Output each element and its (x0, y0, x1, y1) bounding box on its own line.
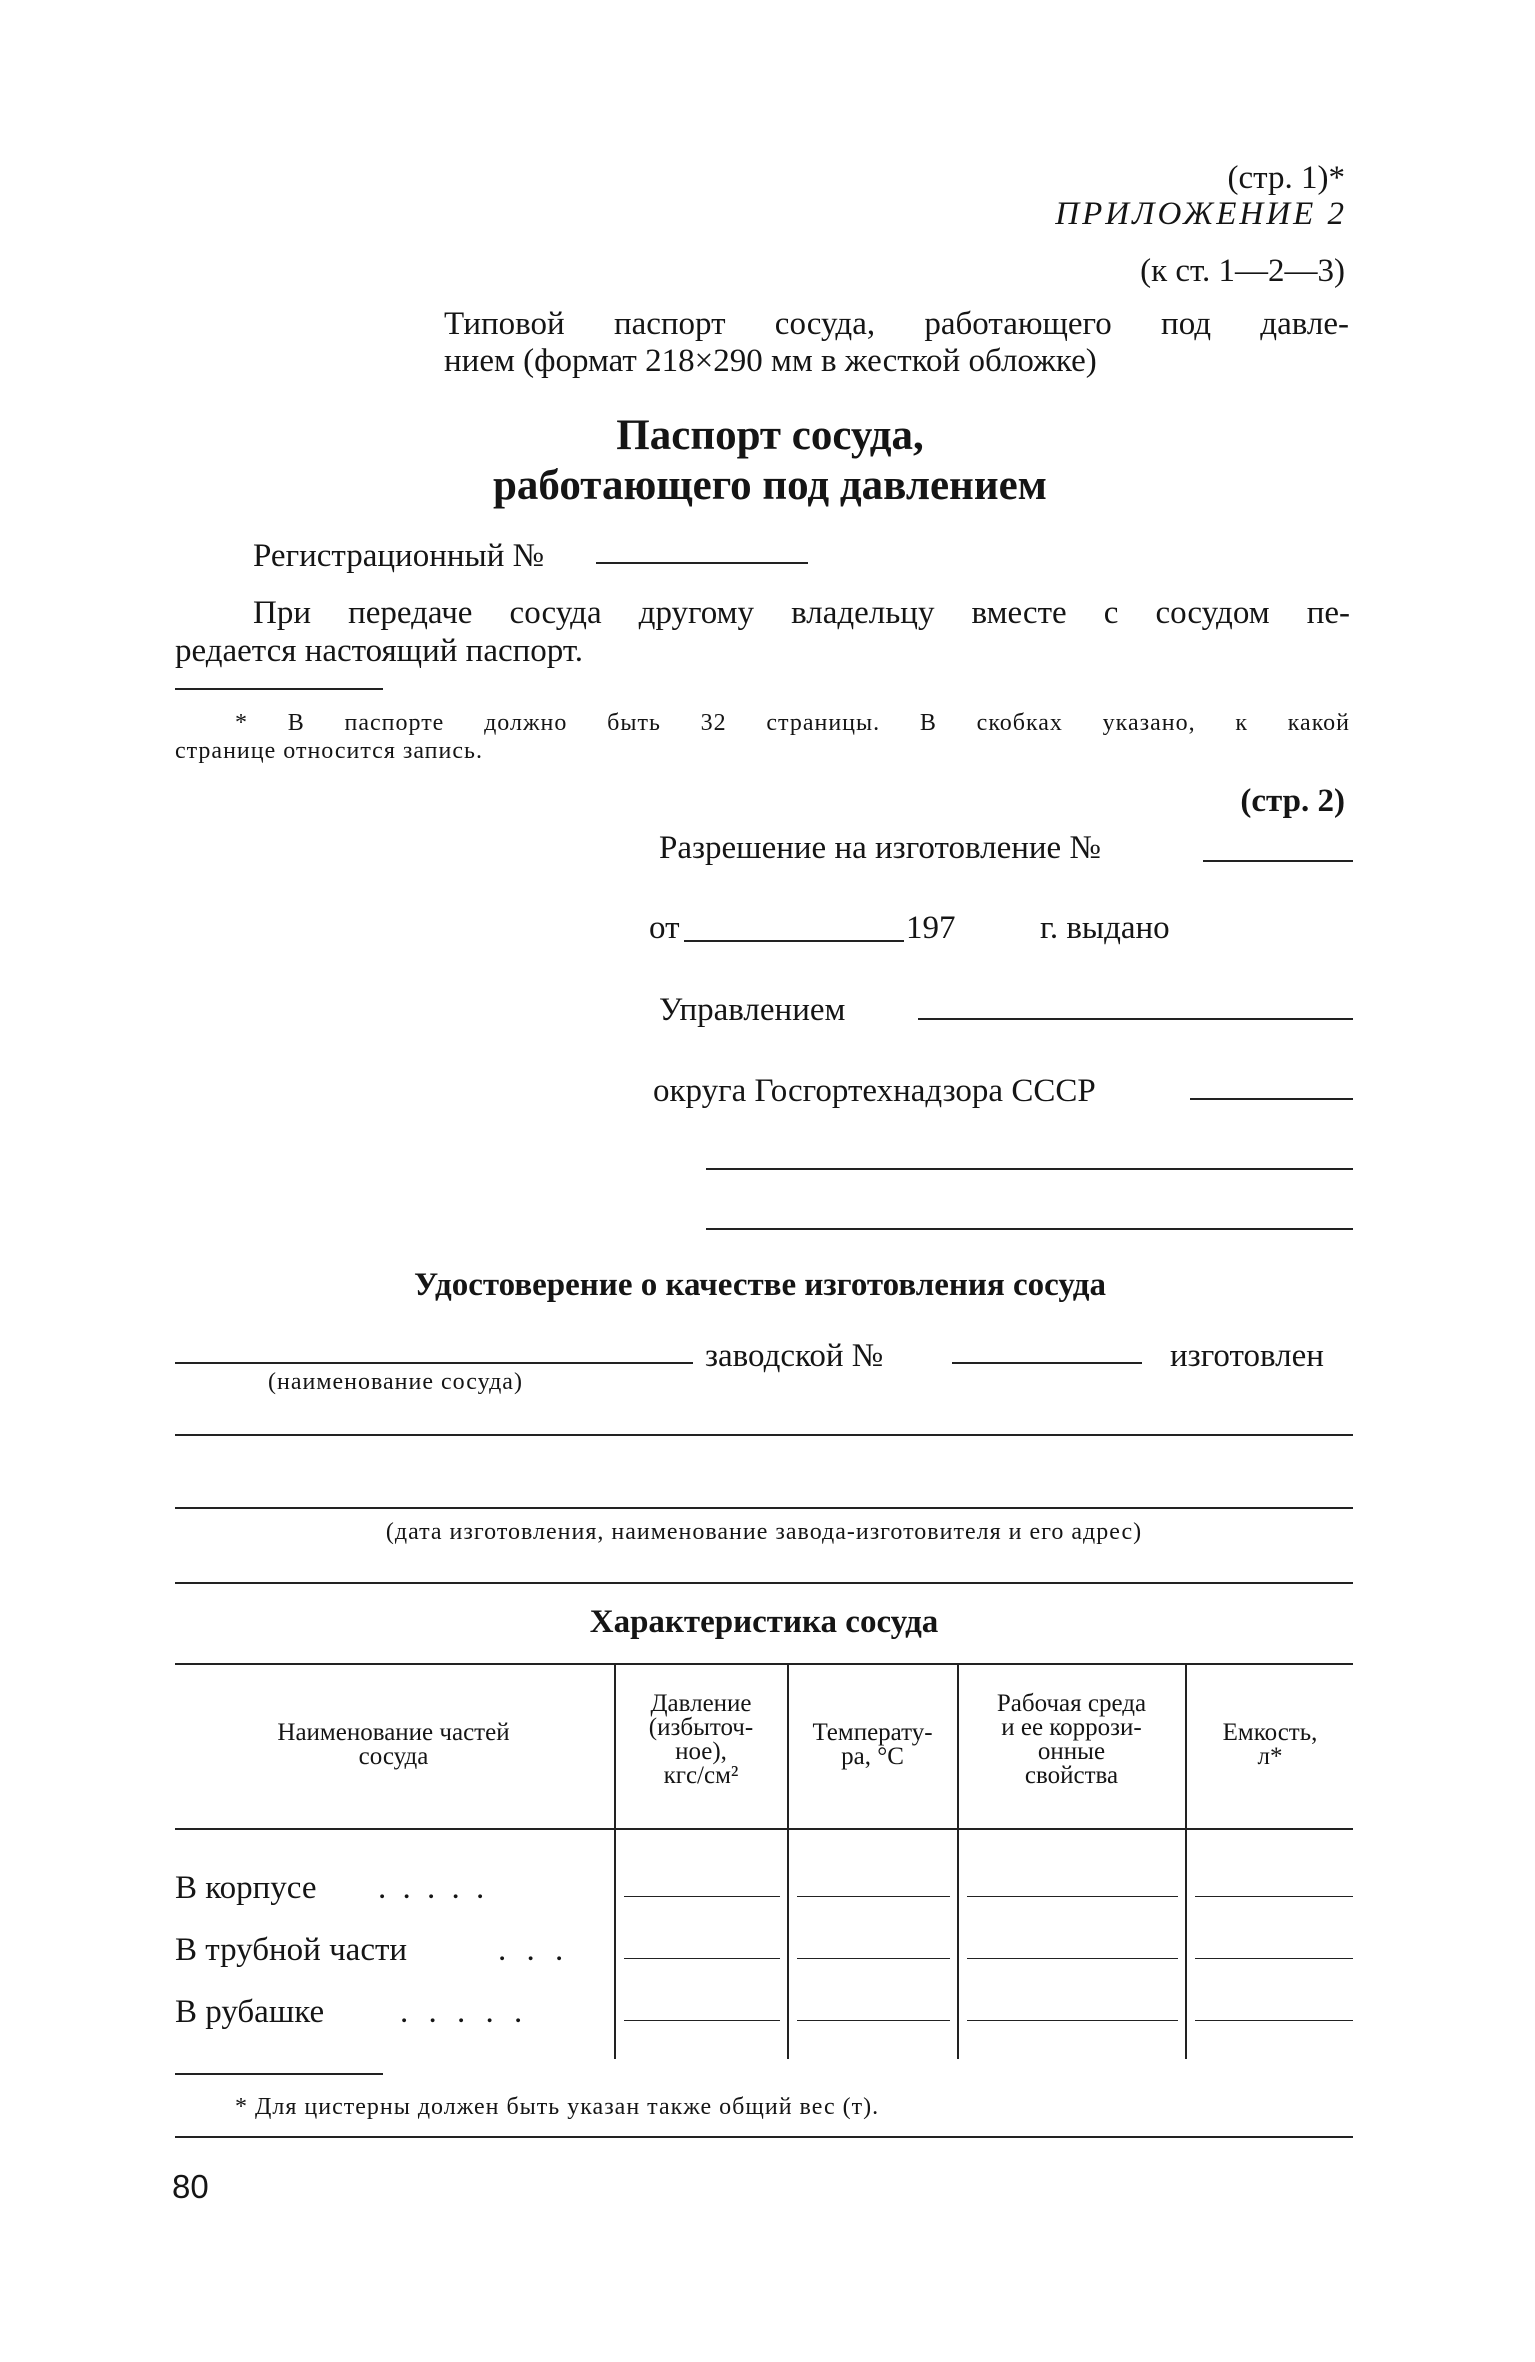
from-label: от (649, 910, 680, 946)
appendix-label: ПРИЛОЖЕНИЕ 2 (1055, 196, 1347, 232)
footnote-line-2: странице относится запись. (175, 738, 483, 764)
manufacture-line-3[interactable] (175, 1582, 1353, 1584)
table-top-rule (175, 1663, 1353, 1665)
table-row-label-jacket: В рубашке (175, 1994, 325, 2030)
district-field[interactable] (1190, 1098, 1353, 1100)
table-header-part-name: Наименование частей сосуда (277, 1719, 510, 1770)
manufacture-line-2[interactable] (175, 1507, 1353, 1509)
transfer-text-line-2: редается настоящий паспорт. (175, 633, 584, 669)
table-cell-field[interactable] (1195, 2020, 1353, 2021)
page-tag: (стр. 1)* (1227, 160, 1345, 196)
table-cell-field[interactable] (1195, 1958, 1353, 1959)
table-cell-field[interactable] (967, 2020, 1178, 2021)
authority-field[interactable] (918, 1018, 1353, 1020)
table-header-capacity: Емкость, л* (1222, 1719, 1318, 1770)
document-title-line-1: Паспорт сосуда, (616, 412, 924, 459)
document-title-line-2: работающего под давлением (493, 462, 1047, 509)
table-row-label-tube: В трубной части (175, 1932, 408, 1968)
section-reference: (к ст. 1—2—3) (1140, 253, 1345, 289)
table-header-temperature: Температу- ра, °С (812, 1719, 933, 1770)
table-row-label-body: В корпусе (175, 1870, 317, 1906)
permit-number-field[interactable] (1203, 860, 1353, 862)
footnote-2: * Для цистерны должен быть указан также общий вес (т). (235, 2094, 880, 2120)
year-label: 197 (906, 910, 956, 946)
manufacture-line-1[interactable] (175, 1434, 1353, 1436)
table-cell-field[interactable] (967, 1958, 1178, 1959)
table-header-rule (175, 1828, 1353, 1830)
transfer-text-line-1: При передаче сосуда другому владельцу вместе с сосудом пе- (253, 595, 1350, 631)
factory-number-label: заводской № (705, 1338, 884, 1374)
table-cell-field[interactable] (797, 2020, 950, 2021)
factory-number-field[interactable] (952, 1362, 1142, 1364)
table-cell-field[interactable] (624, 2020, 780, 2021)
vessel-name-caption: (наименование сосуда) (268, 1369, 523, 1395)
page-tag-2: (стр. 2) (1240, 783, 1345, 819)
date-caption: (дата изготовления, наименование завода-изготовителя и его адрес) (385, 1519, 1143, 1545)
authority-label: Управлением (659, 992, 846, 1028)
table-cell-field[interactable] (797, 1958, 950, 1959)
page-number: 80 (172, 2168, 209, 2205)
registration-number-field[interactable] (596, 562, 808, 564)
registration-label: Регистрационный № (253, 538, 545, 574)
table-header-pressure: Давление (избыточ- ное), кгс/см² (648, 1690, 754, 1789)
district-label: округа Госгортехнадзора СССР (653, 1073, 1096, 1109)
characteristics-title: Характеристика сосуда (589, 1604, 939, 1640)
table-cell-field[interactable] (1195, 1896, 1353, 1897)
table-row-leader-dots: . . . (498, 1932, 570, 1968)
table-header-medium: Рабочая среда и ее коррози- онные свойства (996, 1690, 1147, 1789)
permit-label: Разрешение на изготовление № (659, 830, 1101, 866)
footnote-divider-2 (175, 2073, 383, 2075)
intro-line-2: нием (формат 218×290 мм в жесткой обложке) (444, 343, 1097, 379)
issued-label: г. выдано (1040, 910, 1170, 946)
table-cell-field[interactable] (797, 1896, 950, 1897)
table-cell-field[interactable] (624, 1896, 780, 1897)
blank-line-1[interactable] (706, 1168, 1353, 1170)
certificate-title: Удостоверение о качестве изготовления сосуда (413, 1267, 1107, 1303)
manufactured-label: изготовлен (1170, 1338, 1324, 1374)
blank-line-2[interactable] (706, 1228, 1353, 1230)
page-bottom-rule (175, 2136, 1353, 2138)
table-cell-field[interactable] (967, 1896, 1178, 1897)
table-cell-field[interactable] (624, 1958, 780, 1959)
permit-date-field[interactable] (684, 940, 904, 942)
table-row-leader-dots: . . . . . (378, 1870, 489, 1906)
footnote-line-1: * В паспорте должно быть 32 страницы. В скобках указано, к какой (235, 710, 1350, 736)
table-row-leader-dots: . . . . . (400, 1994, 529, 2030)
footnote-divider (175, 688, 383, 690)
intro-line-1: Типовой паспорт сосуда, работающего под давле- (444, 306, 1349, 342)
vessel-name-field[interactable] (175, 1362, 693, 1364)
